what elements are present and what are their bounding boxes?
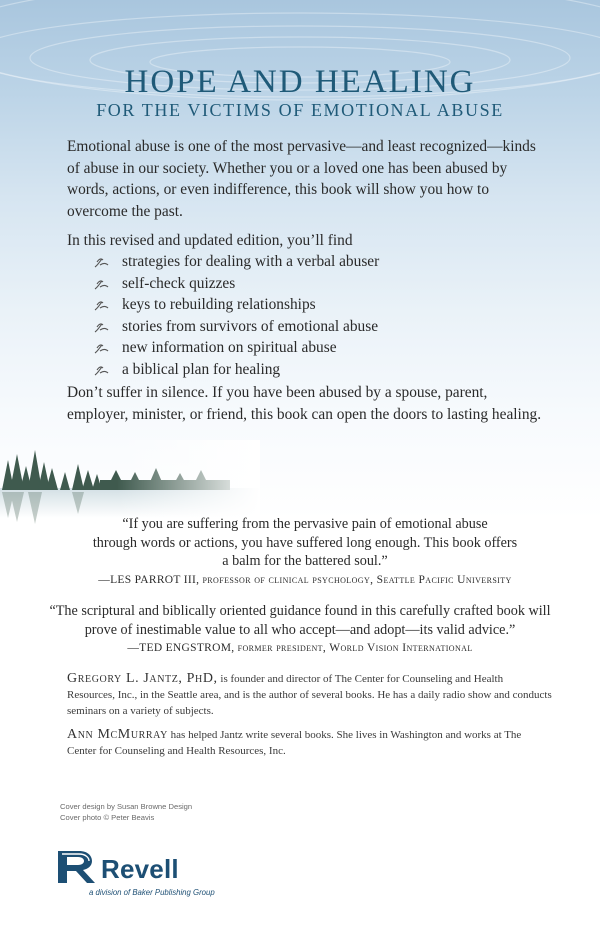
leaf-bullet-icon	[94, 363, 110, 377]
quote-line: through words or actions, you have suffered long enough. This book offers	[92, 534, 518, 551]
publisher-logo	[55, 849, 255, 909]
endorsement-quote	[20, 602, 580, 658]
author-bio	[67, 671, 553, 719]
endorser-name: —TED ENGSTROM,	[127, 642, 235, 654]
leaf-bullet-icon	[94, 255, 110, 269]
list-item	[94, 337, 514, 359]
author-bio-text: has helped Jantz write several books. She lives in Washington and works at The Center for Counseling and Health Resources, Inc.	[67, 729, 522, 757]
list-item	[94, 316, 514, 338]
author-bio	[67, 727, 553, 759]
list-item-text: keys to rebuilding relationships	[122, 296, 316, 313]
list-item-text: strategies for dealing with a verbal abuser	[122, 253, 380, 270]
leaf-bullet-icon	[94, 298, 110, 312]
leaf-bullet-icon	[94, 277, 110, 291]
endorser-affiliation: professor of clinical psychology, Seattle Pacific University	[202, 573, 512, 586]
treeline-shore-image	[0, 440, 600, 525]
list-item-text: stories from survivors of emotional abuse	[122, 317, 379, 335]
features-intro: In this revised and updated edition, you’ll find	[67, 232, 353, 249]
endorser-name: —LES PARROT III,	[98, 573, 200, 586]
list-item-text: new information on spiritual abuse	[122, 339, 337, 356]
list-item	[94, 251, 514, 273]
author-name: Ann McMurray	[67, 727, 168, 742]
headline: HOPE AND HEALING	[124, 64, 476, 100]
quote-line: prove of inestimable value to all who accept—and adopt—its valid advice.”	[84, 621, 516, 638]
photo-credit: Cover photo © Peter Beavis	[60, 813, 155, 822]
publisher-name: Revell	[101, 854, 179, 884]
list-item	[94, 294, 514, 316]
list-item	[94, 359, 514, 381]
quote-line: “The scriptural and biblically oriented guidance found in this carefully crafted book will	[49, 603, 551, 619]
author-bio-text: is founder and director of The Center for Counseling and Health Resources, Inc., in the Seattle area, and is the author of several books. He has a daily radio show and conducts seminars on a variety of subjects.	[67, 673, 552, 717]
endorsement-attribution	[20, 639, 580, 658]
feature-list	[94, 251, 514, 380]
endorsement-attribution	[60, 571, 550, 590]
endorser-affiliation: former president, World Vision International	[237, 642, 473, 654]
endorsement-quote	[60, 515, 550, 589]
list-item-text: self-check quizzes	[122, 274, 236, 292]
leaf-bullet-icon	[94, 341, 110, 355]
cover-credits	[60, 801, 192, 823]
leaf-bullet-icon	[94, 320, 110, 334]
author-name: Gregory L. Jantz, PhD,	[67, 671, 218, 686]
description-paragraph: Emotional abuse is one of the most pervasive—and least recognized—kinds of abuse in our society. Whether you or a loved one has been abused by words, actions, or even indifference, this book will show you how to overcome the past.	[67, 138, 536, 220]
quote-line: “If you are suffering from the pervasive pain of emotional abuse	[122, 516, 488, 532]
quote-line: a balm for the battered soul.”	[222, 553, 388, 569]
headline-subtitle: FOR THE VICTIMS OF EMOTIONAL ABUSE	[96, 100, 504, 120]
design-credit: Cover design by Susan Browne Design	[60, 802, 193, 811]
revell-r-logo-icon	[55, 849, 99, 885]
list-item	[94, 273, 514, 295]
list-item-text: a biblical plan for healing	[122, 360, 281, 378]
publisher-tagline: a division of Baker Publishing Group	[89, 888, 215, 897]
closing-paragraph: Don’t suffer in silence. If you have been abused by a spouse, parent, employer, minister, or friend, this book can open the doors to lasting healing.	[67, 384, 542, 423]
